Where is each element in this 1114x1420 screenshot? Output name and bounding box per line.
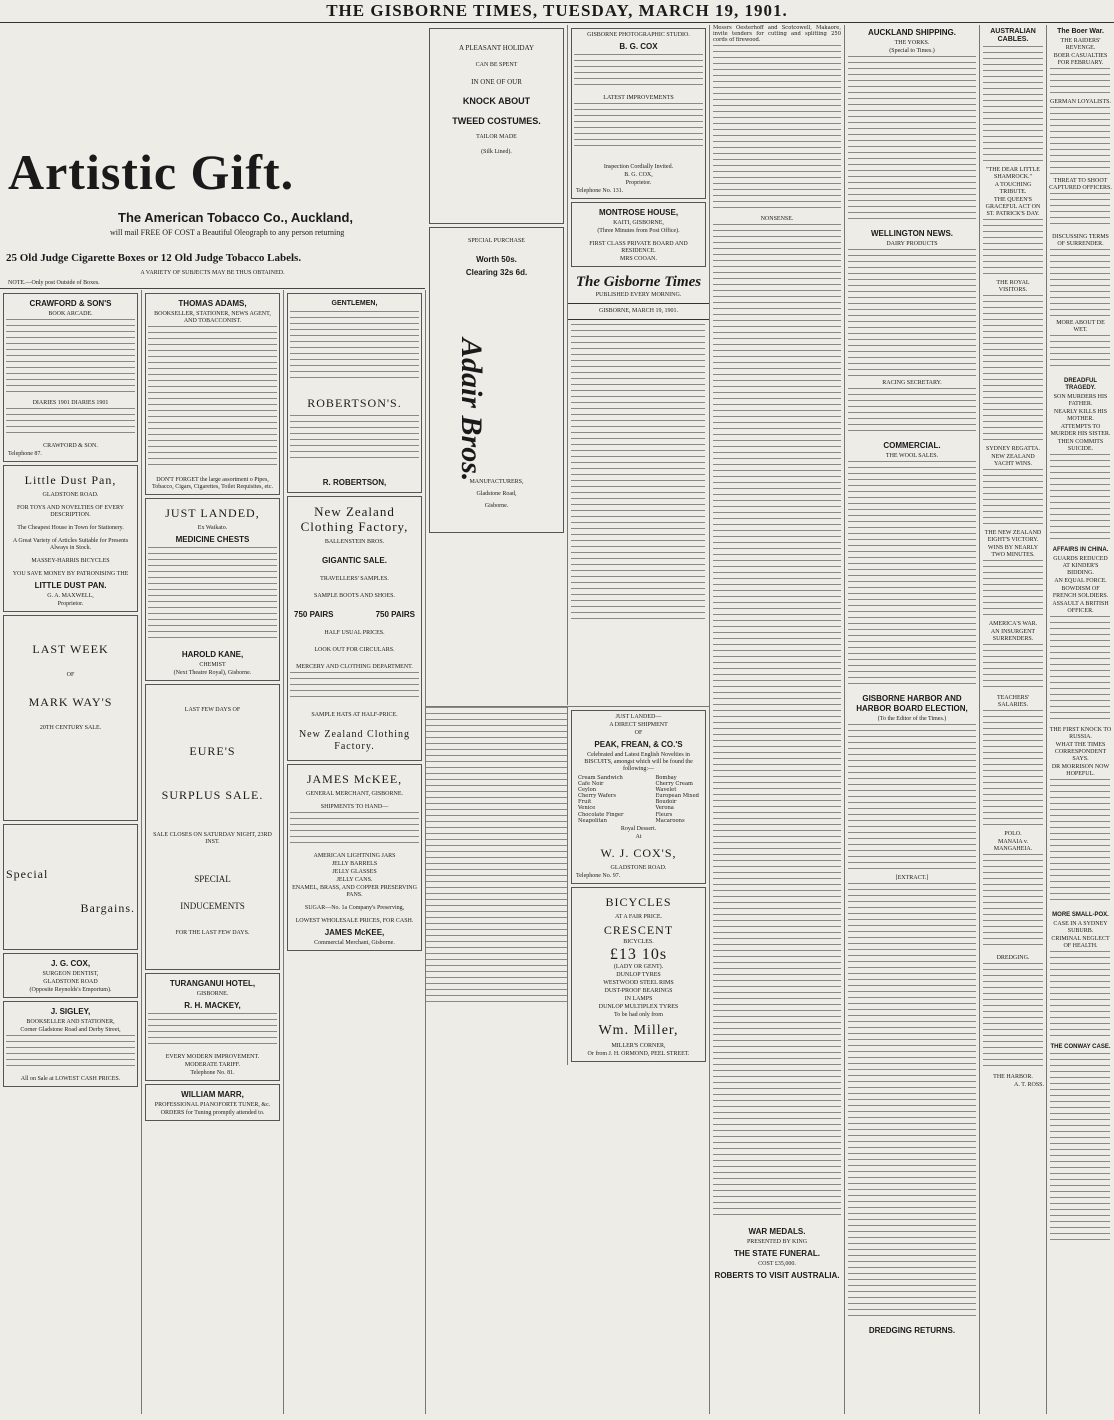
sigley-title: J. SIGLEY, [50,1007,91,1016]
kane-addr: (Next Theatre Royal), Gisborne. [173,670,252,676]
column-4-lower [426,706,710,1414]
bicycles2: BICYCLES. [623,938,654,945]
mckee-ad [287,764,422,951]
adams-ad [145,293,280,495]
knock: KNOCK ABOUT [462,96,531,106]
insurgent: AN INSURGENT SURRENDERS. [990,629,1036,642]
eure: EURE'S [189,744,236,758]
terms: DISCUSSING TERMS OF SURRENDER. [1052,234,1109,247]
col7-body1 [983,46,1043,166]
ldp-title: Little Dust Pan, [24,473,117,487]
boer-war: The Boer War. [1057,28,1104,35]
mercery-body [290,672,419,706]
crawford-ad [3,293,138,462]
kane-title: HAROLD KANE, [181,650,244,659]
wjcox-sub: GLADSTONE ROAD. [610,864,667,871]
col7-body3 [983,295,1043,445]
column-3 [284,290,426,1414]
direct: A DIRECT SHIPMENT [609,722,668,728]
column-1 [0,290,142,1414]
adams-body [148,326,277,476]
turanganui-title: TURANGANUI HOTEL, [169,979,256,988]
dairy: DAIRY PRODUCTS [886,241,938,247]
dust-proof: DUST-PROOF BEARINGS [604,987,673,994]
morrison: DR MORRISON NOW HOPEFUL. [1051,764,1110,777]
first-knock: THE FIRST KNOCK TO RUSSIA. [1049,727,1112,740]
lower-left [426,707,568,1065]
first-class: FIRST CLASS PRIVATE BOARD AND RESIDENCE. [589,241,688,254]
miller-end: Or from J. H. ORMOND, PEEL STREET. [587,1050,690,1057]
tariff: MODERATE TARIFF. [184,1062,241,1068]
biscuit: Cream Sandwich [578,775,623,781]
ldp-l1: FOR TOYS AND NOVELTIES OF EVERY DESCRIPTION. [16,505,125,518]
photo-title: GISBORNE PHOTOGRAPHIC STUDIO. [587,32,690,38]
last-week: LAST WEEK [32,642,109,656]
yacht-wins: NEW ZEALAND YACHT WINS. [991,454,1035,467]
wjcox-telephone: Telephone No. 97. [576,872,621,879]
editorial-body [571,324,705,624]
biscuit: Bombay [655,775,677,781]
clearing: Clearing 32s 6d. [465,268,528,277]
col5-body2 [713,224,841,1224]
in-one: IN ONE OF OUR [471,78,522,86]
commits: THEN COMMITS SUICIDE. [1057,439,1104,452]
column-2 [142,290,284,1414]
sigley-body [6,1035,135,1075]
state-funeral: THE STATE FUNERAL. [734,1249,820,1259]
of-2: OF [634,730,643,736]
medicine-chests: MEDICINE CHESTS [175,535,250,544]
cox-biscuits-ad [571,710,706,884]
col6-body1 [848,56,976,226]
biscuit: Venice [578,805,596,812]
ballenstein-body [290,311,419,391]
ldp-l4: MASSEY-HARRIS BICYCLES [31,558,110,564]
ldp-l2: The Cheapest House in Town for Stationery. [17,525,124,531]
pairs-left: 750 PAIRS [294,610,334,619]
tailor: TAILOR MADE [476,134,517,140]
biscuit: Macaroons [655,817,685,824]
dateline: GISBORNE, MARCH 19, 1901. [598,308,678,314]
celebrated: Celebrated and Latest English Novelties in BISCUITS, amongst which will be found the following:— [584,752,693,772]
to-be-had: To be had only from [614,1011,663,1018]
diaries: DIARIES 1901 DIARIES 1901 [32,400,109,406]
col8-body3 [1050,193,1110,233]
col6-body6 [848,883,976,1323]
just-landed-2: JUST LANDED— [615,714,662,720]
war-sub: PRESENTED BY KING [746,1239,808,1246]
col5-intro: Messrs Oesterhoff and Scotcowell, Makaore, invite tenders for cutting and splitting 250 cords of firewood. [713,25,841,44]
kane-ad [145,498,280,681]
biscuit: Wavelet [655,787,677,794]
touching: A TOUCHING TRIBUTE. [994,182,1032,195]
robertson-title: ROBERTSON'S. [307,396,402,410]
threat: THREAT TO SHOOT CAPTURED OFFICERS. [1049,178,1112,191]
knockabout-ad [429,28,564,224]
biscuit: Ceylon [578,787,597,794]
marr-title: WILLIAM MARR, [181,1090,244,1099]
special: Special [6,867,49,881]
col6-body5 [848,724,976,874]
masthead: THE GISBORNE TIMES, TUESDAY, MARCH 19, 1901. [0,0,1114,23]
cox-addr: GLADSTONE ROAD [43,979,98,985]
peak: PEAK, FREAN, & CO.'S [594,740,683,749]
bargains: Bargains. [80,901,135,915]
teachers: TEACHERS' SALARIES. [996,695,1030,708]
roberts: ROBERTS TO VISIT AUSTRALIA. [714,1271,840,1281]
cox-sub: SURGEON DENTIST, [42,971,99,977]
cox-title: J. G. COX, [50,959,91,968]
dredging: DREDGING. [996,955,1030,961]
photo-body1 [574,54,703,94]
montrose-sub: KAITI, GISBORNE, [613,220,664,226]
biscuit: Cherry Cream [655,781,693,788]
biscuit: Neapolitan [578,817,607,824]
lamps: IN LAMPS [624,995,653,1002]
harbor-election: GISBORNE HARBOR AND HARBOR BOARD ELECTION, [856,694,968,713]
adair-gladstone: Gladstone Road, [476,491,517,497]
mckee2-title: JAMES McKEE, [324,928,385,937]
kane-sub: CHEMIST [199,662,226,668]
biscuit-list [578,775,699,824]
westwood: WESTWOOD STEEL RIMS [603,979,674,986]
col7-body9 [983,963,1043,1073]
latest: LATEST IMPROVEMENTS [603,95,674,101]
adams-title: THOMAS ADAMS, [178,299,247,308]
cox2: B. G. COX, [624,172,653,178]
ldp-l6: LITTLE DUST PAN. [34,581,107,590]
polo: POLO. [1004,831,1022,837]
column-6 [845,25,980,1414]
auckland-shipping: AUCKLAND SHIPPING. [867,28,956,37]
spent: CAN BE SPENT [475,62,518,68]
cox-dentist-ad [3,953,138,998]
biscuits-left [578,775,624,824]
ldp-l8: Proprietor. [57,601,84,607]
dredging-returns: DREDGING RETURNS. [868,1326,956,1335]
crawford-telephone: Telephone 87. [8,451,42,457]
guards: GUARDS REDUCED AT KINDER'S BIDDING. [1053,556,1108,576]
case: CASE IN A SYDNEY SUBURB. [1053,921,1108,934]
pairs-row [294,610,415,620]
royal-dessert: Royal Dessert. [620,825,657,832]
montrose-ad [571,202,706,267]
the-harbor: THE HARBOR. [993,1074,1033,1080]
mrs-cooan: MRS COOAN. [619,256,657,262]
closes: SALE CLOSES ON SATURDAY NIGHT, 23RD INST. [153,832,272,845]
proprietor: Proprietor. [625,180,652,186]
lower-left-body [426,707,567,1007]
circulars: LOOK OUT FOR CIRCULARS. [314,647,395,653]
just-landed: JUST LANDED, [165,506,260,520]
artistic-gift-ad [0,30,425,289]
turanganui-sub: GISBORNE. [196,991,229,997]
ldp-sub: GLADSTONE ROAD. [42,492,99,498]
crawford-sign: CRAWFORD & SON. [43,443,98,449]
col7-body8 [983,854,1043,954]
conway: THE CONWAY CASE. [1050,1044,1111,1050]
casualties: BOER CASUALTIES FOR FEBRUARY. [1053,53,1108,66]
lower-right [568,707,709,1065]
nz-sub: BALLENSTEIN BROS. [324,539,385,545]
jelly-glasses: JELLY GLASSES [332,869,377,875]
col8-body8 [1050,779,1110,909]
at-label: At [635,833,642,840]
silk: (Silk Lined). [481,149,512,155]
biscuit: Fleurs [655,811,673,818]
half-price: HALF USUAL PRICES. [324,630,385,636]
yorks-sub: (Special to Times.) [889,48,935,54]
ross-sign: A. T. ROSS. [1014,1082,1044,1088]
bowdism: BOWDISM OF FRENCH SOLDIERS. [1052,586,1109,599]
adair-logo: Adair Bros. [455,338,488,482]
sugar: SUGAR—No. 1a Company's Preserving, [304,905,405,911]
china: AFFAIRS IN CHINA. [1052,547,1109,553]
biscuits-right [656,775,700,824]
wjcox: W. J. COX'S, [600,845,677,860]
crawford-title: CRAWFORD & SON'S [29,299,112,308]
state-sub: COST £35,000. [758,1261,796,1268]
gentlemen: GENTLEMEN, [331,300,378,307]
ex-waikato: Ex Waikato. [197,525,228,531]
nz2-title: New Zealand Clothing Factory. [298,729,411,752]
royal-visitors: THE ROYAL VISITORS. [996,280,1030,293]
last-few-days: FOR THE LAST FEW DAYS. [175,930,250,936]
sigley-end: All on Sale at LOWEST CASH PRICES. [20,1076,121,1082]
queen-act: THE QUEEN'S GRACEFUL ACT ON ST. PATRICK'S DAY. [985,197,1041,217]
col8-body10 [1050,1053,1110,1253]
bicycles-ad [571,887,706,1062]
jelly-barrels: JELLY BARRELS [331,861,378,867]
biscuit: Chocolate Finger [578,811,624,818]
ad-note: NOTE.—Only post Outside of Boxes. [8,280,100,286]
col7-body5 [983,560,1043,620]
nz-clothing-ad [287,496,422,761]
col5-body1 [713,45,841,215]
biscuit: Cherry Wafers [578,793,617,800]
ldp-l7: G. A. MAXWELL, [47,593,94,599]
australian-cables: AUSTRALIAN CABLES. [990,28,1036,43]
crescent: CRESCENT [603,922,674,937]
photo-telephone: Telephone No. 131. [576,188,624,194]
eights-victory: THE NEW ZEALAND EIGHT'S VICTORY. [984,530,1042,543]
special-label: SPECIAL [194,874,231,884]
crawford-body [6,319,135,399]
cox-opp: (Opposite Reynolds's Emporium). [29,987,112,993]
suicide: ATTEMPTS TO MURDER HIS SISTER. [1050,424,1111,437]
editor: (To the Editor of the Times.) [877,716,947,722]
special-bargains-ad [3,824,138,950]
bicycles: BICYCLES [605,894,672,909]
adair-column [426,25,568,705]
smallpox: MORE SMALL-POX. [1052,912,1109,918]
pairs-right: 750 PAIRS [375,610,415,619]
nonsense: NONSENSE. [760,216,794,223]
ballenstein-ad [287,293,422,493]
extract: [EXTRACT.] [895,875,929,881]
col8-body2 [1050,107,1110,177]
sigley-addr: Corner Gladstone Road and Derby Street, [20,1027,121,1033]
price: £13 10s [609,945,668,963]
worth: Worth 50s. [476,255,517,264]
assault: ASSAULT A BRITISH OFFICER. [1052,601,1109,614]
col7-body7 [983,710,1043,830]
col8-body4 [1050,249,1110,319]
last-few: LAST FEW DAYS OF [184,707,241,713]
ldp-l3: A Great Variety of Articles Suitable for Presents Always in Stock. [12,538,129,551]
racing: RACING SECRETARY. [882,380,942,386]
revenge: THE RAIDERS' REVENGE. [1060,38,1101,51]
khaki-body [6,408,135,442]
kane-list [148,547,277,647]
murders: SON MURDERS HIS FATHER. [1053,394,1108,407]
biscuit: Verona [655,805,674,812]
biscuit: Boudoir [655,799,677,806]
marr-end: ORDERS for Tuning promptly attended to. [160,1110,265,1116]
mckee-body [290,812,419,852]
col8-body5 [1050,335,1110,375]
gigantic: GIGANTIC SALE. [322,556,387,565]
miller: Wm. Miller, [598,1022,679,1038]
little-dust-pan-ad [3,465,138,612]
dunlop: DUNLOP TYRES [616,971,661,978]
turanganui-telephone: Telephone No. 81. [190,1070,235,1076]
sample-hats: SAMPLE HATS AT HALF-PRICE. [311,712,398,718]
ad-line4: A VARIETY OF SUBJECTS MAY BE THUS OBTAINED. [140,270,285,276]
col6-body3 [848,388,976,438]
mckee-sub: GENERAL MERCHANT, GISBORNE. [306,791,403,797]
equal: AN EQUAL FORCE. [1054,578,1107,584]
wellington-news: WELLINGTON NEWS. [870,229,954,238]
sample-boots: SAMPLE BOOTS AND SHOES. [313,593,395,599]
marr-ad [145,1084,280,1121]
column-7-news [980,25,1047,1414]
dunlop2: DUNLOP MULTIPLEX TYRES [598,1003,679,1010]
america-war: AMERICA'S WAR. [988,621,1038,627]
mckee2-sub: Commercial Merchant, Gisborne. [314,940,395,946]
crawford-sub: BOOK ARCADE. [48,311,93,317]
col8-body9 [1050,951,1110,1041]
col7-body6 [983,644,1043,694]
turanganui-body [148,1013,277,1053]
photo-studio-ad [571,28,706,199]
american-jars: AMERICAN LIGHTNING JARS [313,853,396,859]
commercial: COMMERCIAL. [883,441,941,450]
ldp-l5: YOU SAVE MONEY BY PATRONISING THE [12,571,129,577]
sigley-sub: BOOKSELLER AND STATIONER, [26,1019,115,1025]
adams-sub: BOOKSELLER, STATIONER, NEWS AGENT, AND TOBACCONIST. [154,311,271,324]
jelly-cans: JELLY CANS. [336,877,373,883]
pleasant: A PLEASANT HOLIDAY [458,44,535,52]
col7-body4 [983,469,1043,529]
ad-line1: The American Tobacco Co., Auckland, [118,210,354,225]
eure-ad [145,684,280,970]
century-sale: 20TH CENTURY SALE. [39,725,102,731]
sigley-ad [3,1001,138,1087]
adams-dont-forget: DON'T FORGET the large assortment o Pipes, Tobacco, Cigars, Cigarettes, Toilet Requisites, etc. [151,477,274,490]
travellers: TRAVELLERS' SAMPLES. [320,576,389,582]
adair-gisborne: Gisborne. [484,503,509,509]
manaia: MANAIA v. MANGAHEIA. [993,839,1033,852]
col8-body7 [1050,616,1110,726]
biscuit: European Mixed [655,793,699,800]
col6-body4 [848,461,976,691]
surplus: SURPLUS SALE. [161,788,264,802]
photo-body2 [574,103,703,163]
marr-sub: PROFESSIONAL PIANOFORTE TUNER, &c. [154,1102,271,1108]
ad-title: Artistic Gift. [8,144,295,200]
sydney-regatta: SYDNEY REGATTA. [986,446,1040,452]
dear-shamrock: "THE DEAR LITTLE SHAMROCK." [986,167,1040,180]
col8-body6 [1050,454,1110,544]
dreadful: DREADFUL TRAGEDY. [1064,378,1097,391]
lower-row [426,707,709,1065]
lowest: LOWEST WHOLESALE PRICES, FOR CASH. [295,918,414,924]
mark-way-ad [3,615,138,821]
column-8 [1047,25,1114,1414]
inducements: INDUCEMENTS [180,901,245,911]
lady-gent: (LADY OR GENT). [613,963,664,970]
published: PUBLISHED EVERY MORNING. [595,292,682,298]
german: GERMAN LOYALISTS. [1049,99,1111,105]
montrose-title: MONTROSE HOUSE, [598,208,679,217]
mercery: MERCERY AND CLOTHING DEPARTMENT. [296,664,413,670]
shipments: SHIPMENTS TO HAND— [320,804,389,810]
col6-body2 [848,249,976,379]
paper-title: The Gisborne Times [575,274,702,290]
inspection: Inspection Cordially Invited. [603,164,674,170]
special-purchase: SPECIAL PURCHASE [468,238,525,244]
biscuit: Fruit [578,799,592,806]
wins-by: WINS BY NEARLY TWO MINUTES. [987,545,1039,558]
biscuit: Cafe Noir [578,781,604,788]
adair-ad [429,227,564,533]
mckee-title: JAMES McKEE, [306,772,403,786]
column-5 [710,25,845,1414]
robertson-body [290,415,419,475]
miller-sub: MILLER'S CORNER, [611,1042,666,1049]
war-medals: WAR MEDALS. [748,1227,806,1237]
montrose-loc: (Three Minutes from Post Office). [597,228,680,234]
cox-name: B. G. COX [619,42,658,51]
col7-body2 [983,219,1043,279]
every-modern: EVERY MODERN IMPROVEMENT. [165,1054,260,1060]
wool: THE WOOL SALES. [885,453,939,459]
fair-price: AT A FAIR PRICE. [614,913,663,920]
criminal: CRIMINAL NEGLECT OF HEALTH. [1051,936,1110,949]
ad-line3: 25 Old Judge Cigarette Boxes or 12 Old Judge Tobacco Labels. [6,252,302,264]
enamel: ENAMEL, BRASS, AND COPPER PRESERVING PANS. [292,885,417,898]
nz-title: New Zealand Clothing Factory, [300,504,409,534]
robertson-name: R. ROBERTSON, [322,478,387,487]
mackey: R. H. MACKEY, [184,1001,241,1010]
nearly: NEARLY KILLS HIS MOTHER. [1053,409,1108,422]
manufacturers: MANUFACTURERS, [469,479,524,485]
yorks: THE YORKS. [894,40,930,46]
turanganui-ad [145,973,280,1081]
col8-body1 [1050,68,1110,98]
of-label: OF [66,672,75,678]
mark-way: MARK WAY'S [28,695,113,709]
ad-line2: will mail FREE OF COST a Beautiful Oleograph to any person returning [110,228,345,237]
tweed: TWEED COSTUMES. [452,116,541,126]
more-dewet: MORE ABOUT DE WET. [1056,320,1105,333]
what-times: WHAT THE TIMES CORRESPONDENT SAYS. [1054,742,1107,762]
